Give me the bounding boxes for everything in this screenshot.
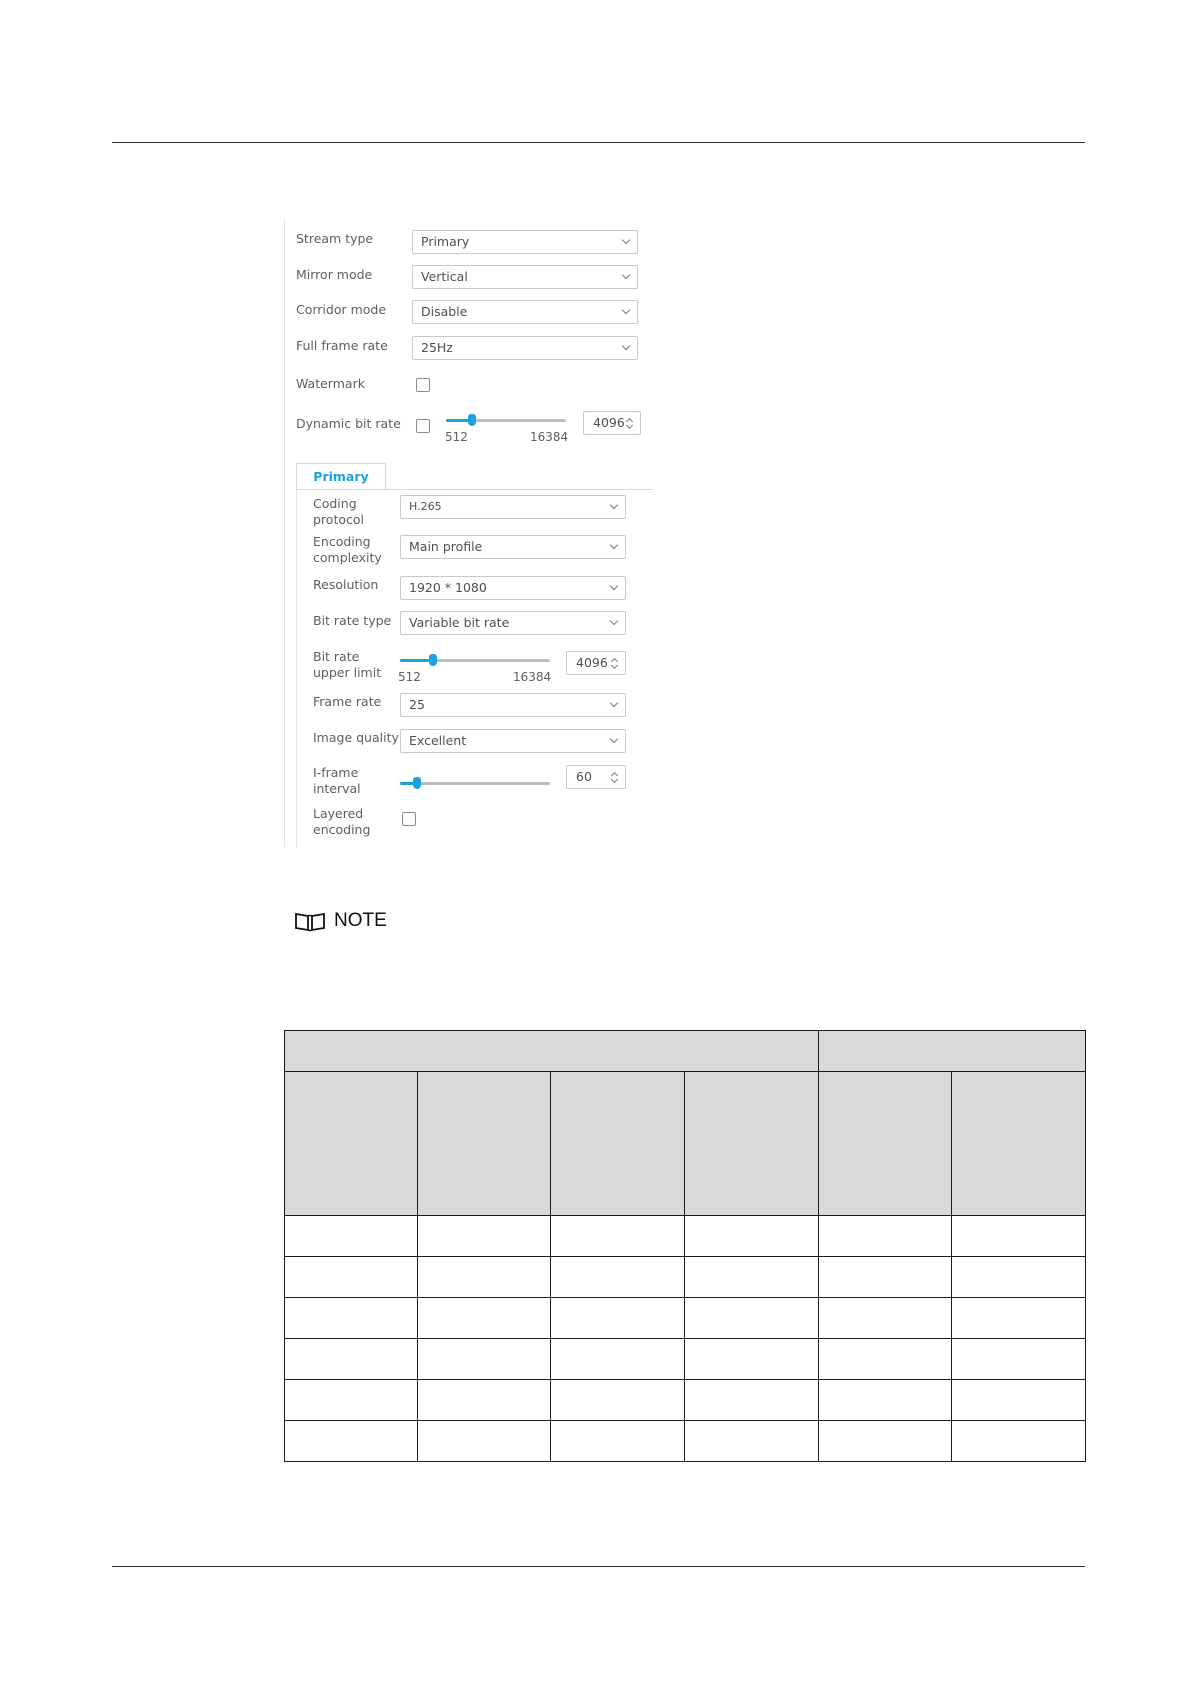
table-cell xyxy=(685,1216,819,1257)
dynamic-bit-rate-max: 16384 xyxy=(530,430,569,444)
mirror-mode-value: Vertical xyxy=(421,269,468,284)
dynamic-bit-rate-spinbox[interactable] xyxy=(583,411,641,435)
table-row xyxy=(285,1216,1086,1257)
chevron-down-icon xyxy=(610,501,618,509)
table-row xyxy=(285,1298,1086,1339)
slider-handle[interactable] xyxy=(468,414,476,426)
coding-protocol-value: H.265 xyxy=(409,500,442,513)
bit-rate-upper-limit-max: 16384 xyxy=(513,670,552,684)
table-cell xyxy=(685,1257,819,1298)
i-frame-interval-spinbox[interactable] xyxy=(566,765,626,789)
table-cell xyxy=(685,1339,819,1380)
chevron-down-icon xyxy=(622,236,630,244)
chevron-down-icon xyxy=(622,342,630,350)
table-cell xyxy=(685,1421,819,1462)
chevron-down-icon xyxy=(622,271,630,279)
stream-type-label: Stream type xyxy=(296,231,374,246)
table-cell xyxy=(819,1257,952,1298)
encoding-complexity-select[interactable] xyxy=(400,535,626,559)
bit-rate-type-value: Variable bit rate xyxy=(409,615,510,630)
table-cell xyxy=(418,1339,551,1380)
table-cell xyxy=(418,1298,551,1339)
table-cell xyxy=(551,1216,685,1257)
dynamic-bit-rate-value: 4096 xyxy=(593,415,625,430)
table-cell xyxy=(551,1257,685,1298)
chevron-down-icon xyxy=(610,699,618,707)
mirror-mode-select[interactable] xyxy=(412,265,638,289)
note-label: NOTE xyxy=(334,910,387,931)
full-frame-rate-value: 25Hz xyxy=(421,340,453,355)
table-cell xyxy=(952,1216,1086,1257)
slider-track xyxy=(400,782,550,785)
stream-tabs xyxy=(296,463,653,490)
spin-down-icon[interactable] xyxy=(626,422,633,429)
stream-type-value: Primary xyxy=(421,234,470,249)
table-cell xyxy=(551,1339,685,1380)
encoding-complexity-label: Encoding complexity xyxy=(313,534,382,565)
table-row xyxy=(285,1257,1086,1298)
table-row xyxy=(285,1339,1086,1380)
i-frame-interval-slider[interactable] xyxy=(400,777,550,791)
table-cell xyxy=(551,1380,685,1421)
header-rule xyxy=(112,142,1085,143)
full-frame-rate-label: Full frame rate xyxy=(296,338,388,353)
encoding-complexity-value: Main profile xyxy=(409,539,483,554)
spin-down-icon[interactable] xyxy=(611,776,618,783)
bit-rate-type-select[interactable] xyxy=(400,611,626,635)
table-cell xyxy=(285,1298,418,1339)
chevron-down-icon xyxy=(610,617,618,625)
resolution-label: Resolution xyxy=(313,577,379,592)
footer-rule xyxy=(112,1566,1085,1567)
coding-protocol-label: Coding protocol xyxy=(313,496,364,527)
table-cell xyxy=(952,1339,1086,1380)
table-cell xyxy=(952,1298,1086,1339)
bit-rate-upper-limit-value: 4096 xyxy=(576,655,608,670)
table-cell xyxy=(819,1380,952,1421)
slider-handle[interactable] xyxy=(429,654,437,666)
bit-rate-upper-limit-slider[interactable] xyxy=(400,654,550,668)
resolution-select[interactable] xyxy=(400,576,626,600)
table-cell xyxy=(285,1380,418,1421)
table-cell xyxy=(285,1421,418,1462)
i-frame-interval-label: I-frame interval xyxy=(313,765,361,796)
frame-rate-select[interactable] xyxy=(400,693,626,717)
table-header-cell xyxy=(819,1031,1086,1072)
table-cell xyxy=(685,1298,819,1339)
coding-protocol-select[interactable] xyxy=(400,495,626,519)
table-cell xyxy=(819,1339,952,1380)
table-cell xyxy=(418,1216,551,1257)
image-quality-value: Excellent xyxy=(409,733,467,748)
mirror-mode-label: Mirror mode xyxy=(296,267,373,282)
table-subheader-cell xyxy=(285,1072,418,1216)
layered-encoding-checkbox[interactable] xyxy=(402,812,416,826)
layered-encoding-label: Layered encoding xyxy=(313,806,371,837)
chevron-down-icon xyxy=(610,541,618,549)
table-cell xyxy=(819,1421,952,1462)
frame-rate-label: Frame rate xyxy=(313,694,382,709)
stream-type-select[interactable] xyxy=(412,230,638,254)
table-cell xyxy=(685,1380,819,1421)
corridor-mode-value: Disable xyxy=(421,304,468,319)
dynamic-bit-rate-label: Dynamic bit rate xyxy=(296,416,401,431)
book-icon xyxy=(294,912,326,932)
bit-rate-type-label: Bit rate type xyxy=(313,613,392,628)
spin-down-icon[interactable] xyxy=(611,662,618,669)
bit-rate-upper-limit-min: 512 xyxy=(398,670,421,684)
corridor-mode-label: Corridor mode xyxy=(296,302,387,317)
chevron-down-icon xyxy=(622,306,630,314)
panel-border xyxy=(284,220,285,847)
image-quality-label: Image quality xyxy=(313,730,399,745)
table-header-cell xyxy=(285,1031,819,1072)
tab-primary[interactable]: Primary xyxy=(296,463,386,489)
table-cell xyxy=(952,1380,1086,1421)
watermark-label: Watermark xyxy=(296,376,365,391)
table-cell xyxy=(551,1421,685,1462)
table-cell xyxy=(819,1216,952,1257)
chevron-down-icon xyxy=(610,735,618,743)
table-row xyxy=(285,1421,1086,1462)
full-frame-rate-select[interactable] xyxy=(412,336,638,360)
dynamic-bit-rate-checkbox[interactable] xyxy=(416,419,430,433)
table-subheader-cell xyxy=(819,1072,952,1216)
table-cell xyxy=(418,1257,551,1298)
table-subheader-cell xyxy=(418,1072,551,1216)
table-cell xyxy=(285,1216,418,1257)
bit-rate-upper-limit-label: Bit rate upper limit xyxy=(313,649,382,680)
chevron-down-icon xyxy=(610,582,618,590)
table-cell xyxy=(285,1257,418,1298)
slider-handle[interactable] xyxy=(413,777,421,789)
table-cell xyxy=(952,1421,1086,1462)
table-row xyxy=(285,1380,1086,1421)
i-frame-interval-value: 60 xyxy=(576,769,592,784)
table-cell xyxy=(418,1421,551,1462)
table-cell xyxy=(819,1298,952,1339)
tab-panel-border xyxy=(296,490,297,847)
table-cell xyxy=(418,1380,551,1421)
image-quality-select[interactable] xyxy=(400,729,626,753)
table-cell xyxy=(551,1298,685,1339)
video-settings-panel xyxy=(284,220,664,847)
table-cell xyxy=(952,1257,1086,1298)
dynamic-bit-rate-min: 512 xyxy=(445,430,468,444)
corridor-mode-select[interactable] xyxy=(412,300,638,324)
dynamic-bit-rate-slider[interactable] xyxy=(446,414,566,428)
table-subheader-cell xyxy=(685,1072,819,1216)
bit-rate-upper-limit-spinbox[interactable] xyxy=(566,651,626,675)
spec-table xyxy=(284,1030,1086,1462)
watermark-checkbox[interactable] xyxy=(416,378,430,392)
table-cell xyxy=(285,1339,418,1380)
table-subheader-cell xyxy=(551,1072,685,1216)
frame-rate-value: 25 xyxy=(409,697,425,712)
table-subheader-cell xyxy=(952,1072,1086,1216)
resolution-value: 1920 * 1080 xyxy=(409,580,487,595)
